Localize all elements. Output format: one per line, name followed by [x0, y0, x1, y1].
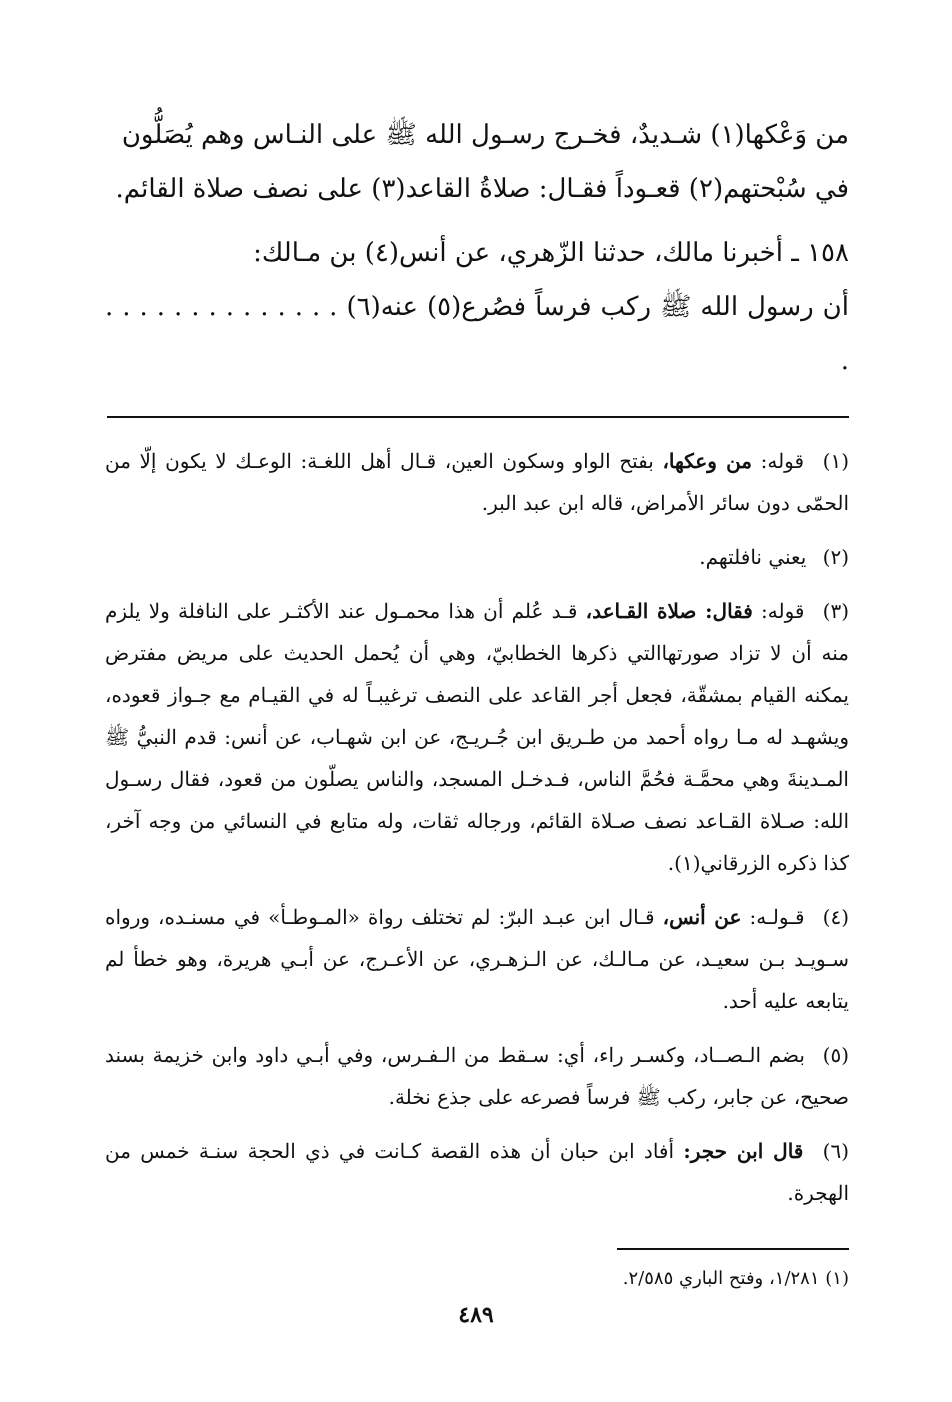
main-line-4-dots: . . . . . . . . . . . . . . .: [105, 292, 849, 376]
footnote-2: [105, 536, 849, 578]
footnote-6-number: (٦): [822, 1139, 850, 1163]
footnotes: [105, 440, 849, 1214]
footnote-3-number: (٣): [822, 599, 849, 623]
footnote-divider: [107, 416, 849, 418]
footnote-4-number: (٤): [822, 905, 849, 929]
footnote-5-number: (٥): [822, 1043, 849, 1067]
footnote-1-prefix: قوله:: [760, 449, 805, 473]
footnote-3-prefix: قوله:: [761, 599, 805, 623]
footnote-2-text: يعني نافلتهم.: [699, 545, 807, 569]
footnote-5: [105, 1034, 849, 1118]
subnote: [105, 1264, 849, 1294]
page-number: ٤٨٩: [458, 1302, 494, 1328]
main-line-4-text: أن رسول الله ﷺ ركب فرساً فصُرع(٥) عنه(٦): [346, 292, 849, 322]
footnote-4-text: قـال ابن عبـد البرّ: لم تختلف رواة «المـوطـأ» في مسنـده، ورواه سـويـد بـن سعيـد، عن مـالـك، عن الـزهـري، عن الأعـرج، عن أبـي هريرة، وهو خطأ لم يتابعه عليه أحد.: [105, 905, 849, 1013]
main-line-2: في سُبْحتهم(٢) قعـوداً فقـال: صلاةُ القاعد(٣) على نصف صلاة القائم.: [115, 174, 849, 204]
footnote-3-bold: فقال: صلاة القـاعد،: [585, 599, 753, 623]
footnote-6: [105, 1130, 849, 1214]
footnote-3-text: قـد عُلم أن هذا محمـول عند الأكثـر على النافلة ولا يلزم منه أن لا تزاد صورتهاالتي ذكرها الخطابيّ، وهي أن يُحمل الحديث على مريض مفترض يمكنه القيام بمشقّة، فجعل أجر القاعد على النصف ترغيبـاً له في القيـام مع جـواز قعوده، ويشهـد له مـا رواه أحمد من طـريق ابن جُـريـج، عن ابن شهـاب، عن أنس: قدم النبيُّ ﷺ المـدينةَ وهي محمَّـة فحُمَّ الناس، فـدخـل المسجد، والناس يصلّون من قعود، فقال رسـول الله: صـلاة القـاعد نصف صـلاة القائم، ورجاله ثقات، وله متابع في النسائي من وجه آخر، كذا ذكره الزرقاني(١).: [105, 599, 849, 875]
footnote-4-prefix: قـولـه:: [749, 905, 805, 929]
subnote-divider: [617, 1248, 849, 1250]
main-line-3: ١٥٨ ـ أخبرنا مالك، حدثنا الزّهري، عن أنس(٤) بن مـالك:: [253, 238, 849, 268]
footnote-6-bold: قال ابن حجر:: [683, 1139, 804, 1163]
main-line-1: من وَعْكها(١) شـديدٌ، فخـرج رسـول الله ﷺ على النـاس وهم يُصَلُّون: [121, 120, 849, 150]
footnote-1-number: (١): [822, 449, 850, 473]
footnote-2-number: (٢): [822, 545, 849, 569]
subnote-text: ١/٢٨١، وفتح الباري ٢/٥٨٥.: [622, 1268, 820, 1289]
footnote-5-text: بضم الـصــاد، وكسـر راء، أي: سـقط من الـفـرس، وفي أبـي داود وابن خزيمة بسند صحيح، عن جابر، ركب ﷺ فرساً فصرعه على جذع نخلة.: [105, 1043, 849, 1109]
subnote-number: (١): [825, 1268, 849, 1289]
footnote-1-text: بفتح الواو وسكون العين، قـال أهل اللغـة: الوعـك لا يكون إلّا من الحمّى دون سائر الأمراض، قاله ابن عبد البر.: [105, 449, 849, 515]
page-content: [105, 108, 849, 1312]
footnote-4: [105, 896, 849, 1022]
footnote-1: [105, 440, 849, 524]
footnote-1-bold: من وعكها،: [662, 449, 753, 473]
footnote-4-bold: عن أنس،: [662, 905, 742, 929]
main-line-4: [105, 280, 849, 388]
main-text: [105, 108, 849, 388]
footnote-6-text: أفاد ابن حبان أن هذه القصة كـانت في ذي الحجة سنـة خمس من الهجرة.: [105, 1139, 849, 1205]
footnote-3: [105, 590, 849, 884]
